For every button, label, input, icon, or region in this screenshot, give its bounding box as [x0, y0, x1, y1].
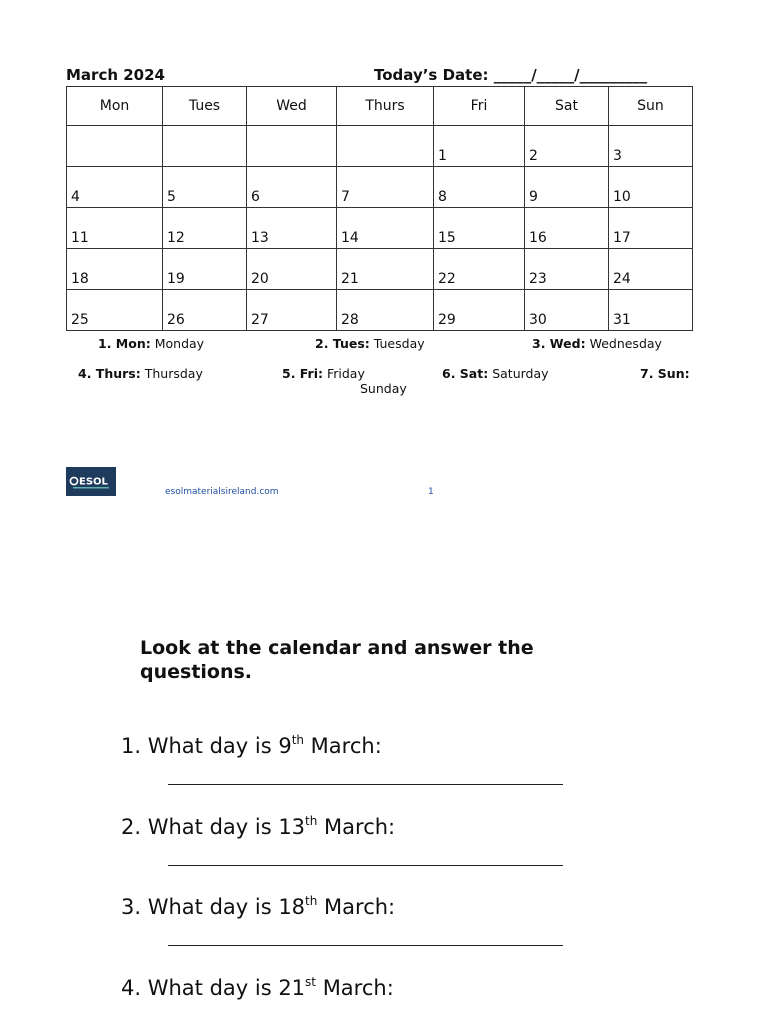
date-cell: 4 [67, 167, 163, 208]
legend-meaning: Tuesday [373, 336, 425, 351]
legend-meaning: Wednesday [589, 336, 662, 351]
legend-term: 5. Fri: [282, 366, 323, 381]
esol-logo [66, 467, 116, 496]
calendar-week-row [67, 126, 693, 167]
todays-date-label: Today’s Date: _____/_____/_________ [374, 66, 648, 84]
date-cell: 21 [337, 249, 434, 290]
ordinal-suffix: th [305, 894, 318, 908]
date-cell: 3 [609, 126, 693, 167]
calendar-table [66, 86, 693, 331]
question-text-end: March: [317, 815, 396, 839]
day-header: Tues [163, 87, 247, 126]
legend-item-fri [282, 366, 365, 381]
question-text: 3. What day is 18 [121, 895, 306, 919]
legend-term: 6. Sat: [442, 366, 489, 381]
date-cell: 12 [163, 208, 247, 249]
date-cell: 27 [247, 290, 337, 331]
legend-meaning: Saturday [492, 366, 549, 381]
question-3 [121, 894, 395, 919]
esol-logo-icon [68, 472, 114, 492]
question-text: 1. What day is 9 [121, 734, 292, 758]
legend-meaning: Monday [154, 336, 205, 351]
date-cell: 29 [434, 290, 525, 331]
page-number: 1 [428, 487, 434, 497]
legend-meaning: Friday [326, 366, 365, 381]
date-cell: 28 [337, 290, 434, 331]
date-cell: 5 [163, 167, 247, 208]
answer-line[interactable] [168, 784, 563, 785]
calendar-week-row [67, 208, 693, 249]
question-4 [121, 975, 394, 1000]
legend-term: 2. Tues: [315, 336, 370, 351]
question-2 [121, 814, 395, 839]
date-cell: 9 [525, 167, 609, 208]
date-cell: 6 [247, 167, 337, 208]
day-header: Sat [525, 87, 609, 126]
date-cell: 18 [67, 249, 163, 290]
date-cell [247, 126, 337, 167]
date-cell: 16 [525, 208, 609, 249]
date-cell: 23 [525, 249, 609, 290]
legend-item-sun-meaning: Sunday [360, 381, 407, 396]
day-header: Wed [247, 87, 337, 126]
month-title: March 2024 [66, 66, 165, 84]
legend-term: 4. Thurs: [78, 366, 141, 381]
instruction-heading: Look at the calendar and answer the questions. [140, 637, 534, 683]
question-text: 2. What day is 13 [121, 815, 306, 839]
question-text-end: March: [316, 976, 394, 1000]
calendar-header-row [67, 87, 693, 126]
date-cell: 13 [247, 208, 337, 249]
day-header: Mon [67, 87, 163, 126]
ordinal-suffix: th [291, 733, 304, 747]
calendar-week-row [67, 290, 693, 331]
date-cell: 1 [434, 126, 525, 167]
date-cell: 11 [67, 208, 163, 249]
date-cell: 20 [247, 249, 337, 290]
legend-term: 1. Mon: [98, 336, 151, 351]
date-cell: 10 [609, 167, 693, 208]
legend-meaning: Thursday [144, 366, 203, 381]
date-cell [163, 126, 247, 167]
date-cell: 25 [67, 290, 163, 331]
question-text-end: March: [304, 734, 382, 758]
answer-line[interactable] [168, 865, 563, 866]
legend-item-mon [98, 336, 204, 351]
question-text: 4. What day is 21 [121, 976, 306, 1000]
ordinal-suffix: st [305, 975, 317, 989]
date-cell: 30 [525, 290, 609, 331]
date-cell [67, 126, 163, 167]
day-header: Thurs [337, 87, 434, 126]
calendar-week-row [67, 249, 693, 290]
date-cell: 7 [337, 167, 434, 208]
question-1 [121, 733, 382, 758]
logo-text: ESOL [79, 476, 108, 487]
legend-item-sat [442, 366, 549, 381]
date-cell: 8 [434, 167, 525, 208]
calendar-week-row [67, 167, 693, 208]
date-cell: 22 [434, 249, 525, 290]
date-cell: 19 [163, 249, 247, 290]
question-text-end: March: [317, 895, 396, 919]
legend-item-tues [315, 336, 425, 351]
date-cell: 15 [434, 208, 525, 249]
date-cell: 2 [525, 126, 609, 167]
date-cell: 24 [609, 249, 693, 290]
date-cell: 17 [609, 208, 693, 249]
day-header: Fri [434, 87, 525, 126]
legend-term: 7. Sun: [640, 366, 690, 381]
legend-term: 3. Wed: [532, 336, 586, 351]
ordinal-suffix: th [305, 814, 318, 828]
legend-item-thurs [78, 366, 203, 381]
day-header: Sun [609, 87, 693, 126]
date-cell: 26 [163, 290, 247, 331]
answer-line[interactable] [168, 945, 563, 946]
legend-item-wed [532, 336, 662, 351]
footer-url: esolmaterialsireland.com [165, 487, 279, 497]
date-cell: 31 [609, 290, 693, 331]
legend-item-sun-term [640, 366, 690, 381]
date-cell: 14 [337, 208, 434, 249]
date-cell [337, 126, 434, 167]
